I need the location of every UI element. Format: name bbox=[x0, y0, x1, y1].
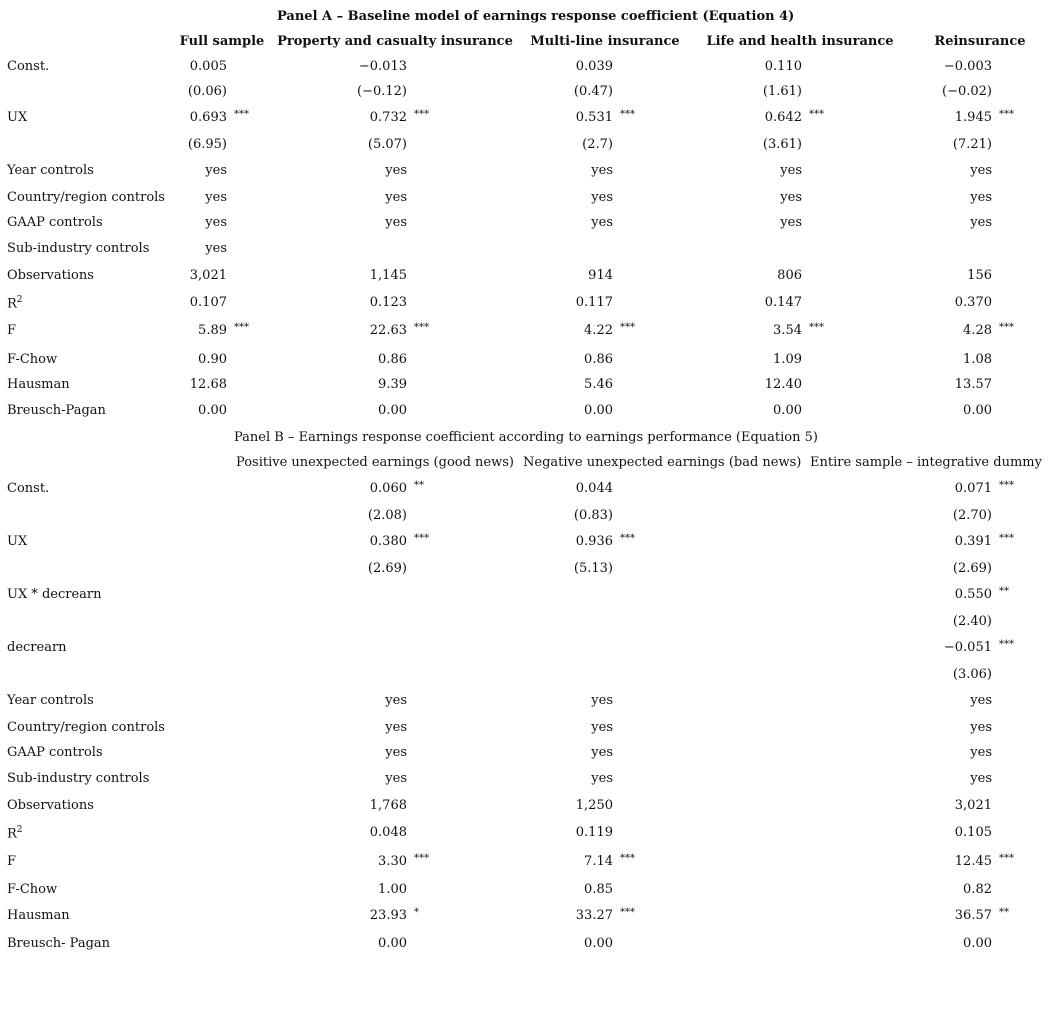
row-label-text: UX bbox=[7, 534, 28, 549]
significance-stars: ** bbox=[999, 907, 1009, 918]
cell-value: 0.00 bbox=[773, 403, 802, 418]
column-header: Life and health insurance bbox=[706, 34, 894, 49]
column-header: Multi-line insurance bbox=[530, 34, 680, 49]
row-label bbox=[7, 909, 70, 922]
cell-value: 0.117 bbox=[575, 295, 613, 310]
row-label bbox=[7, 826, 23, 840]
column-header: Entire sample – integrative dummy bbox=[810, 455, 1042, 470]
row-label bbox=[7, 378, 70, 391]
row-label bbox=[7, 353, 57, 366]
cell-value: yes bbox=[780, 190, 802, 205]
panel-b-title: Panel B – Earnings response coefficient according to earnings performance (Equation 5) bbox=[234, 430, 818, 445]
cell-value: 914 bbox=[588, 268, 613, 283]
cell-value: (2.7) bbox=[582, 137, 613, 152]
cell-value: 0.936 bbox=[575, 534, 613, 549]
cell-value: 3,021 bbox=[189, 268, 227, 283]
cell-value: yes bbox=[970, 190, 992, 205]
row-label bbox=[7, 404, 106, 417]
cell-value: (−0.02) bbox=[942, 84, 992, 99]
cell-value: −0.051 bbox=[943, 640, 992, 655]
column-header: Positive unexpected earnings (good news) bbox=[236, 455, 514, 470]
cell-value: 0.00 bbox=[963, 403, 992, 418]
cell-value: 3.54 bbox=[773, 323, 802, 338]
cell-value: 1.09 bbox=[773, 352, 802, 367]
significance-stars: *** bbox=[414, 853, 429, 864]
column-header: Property and casualty insurance bbox=[277, 34, 513, 49]
cell-value: 1,250 bbox=[575, 798, 613, 813]
cell-value: 0.86 bbox=[584, 352, 613, 367]
row-label bbox=[7, 772, 149, 785]
significance-stars: ** bbox=[999, 586, 1009, 597]
row-label-text: Const. bbox=[7, 59, 50, 74]
cell-value: yes bbox=[591, 693, 613, 708]
row-label bbox=[7, 746, 103, 759]
cell-value: −0.003 bbox=[943, 59, 992, 74]
cell-value: yes bbox=[591, 163, 613, 178]
row-label bbox=[7, 799, 94, 812]
row-label bbox=[7, 482, 49, 495]
cell-value: yes bbox=[385, 771, 407, 786]
cell-value: 156 bbox=[967, 268, 992, 283]
significance-stars: *** bbox=[414, 322, 429, 333]
row-label bbox=[7, 855, 16, 868]
significance-stars: *** bbox=[809, 109, 824, 120]
row-label bbox=[7, 242, 149, 255]
cell-value: (3.61) bbox=[762, 137, 802, 152]
cell-value: 0.00 bbox=[378, 936, 407, 951]
significance-stars: *** bbox=[620, 109, 635, 120]
cell-value: 0.107 bbox=[189, 295, 227, 310]
cell-value: 0.550 bbox=[954, 587, 992, 602]
cell-value: 0.82 bbox=[963, 882, 992, 897]
cell-value: yes bbox=[205, 163, 227, 178]
cell-value: 0.071 bbox=[954, 481, 992, 496]
cell-value: yes bbox=[970, 163, 992, 178]
cell-value: 0.044 bbox=[575, 481, 613, 496]
cell-value: yes bbox=[205, 190, 227, 205]
row-label bbox=[7, 937, 110, 950]
cell-value: (6.95) bbox=[187, 137, 227, 152]
cell-value: 0.00 bbox=[963, 936, 992, 951]
row-label bbox=[7, 324, 16, 337]
cell-value: 1.00 bbox=[378, 882, 407, 897]
cell-value: (0.06) bbox=[187, 84, 227, 99]
cell-value: (0.47) bbox=[573, 84, 613, 99]
cell-value: yes bbox=[970, 745, 992, 760]
significance-stars: *** bbox=[620, 322, 635, 333]
row-label-text: Breusch- Pagan bbox=[7, 936, 111, 951]
cell-value: 0.105 bbox=[954, 825, 992, 840]
row-label bbox=[7, 721, 165, 734]
cell-value: (0.83) bbox=[573, 508, 613, 523]
row-label-text: Sub-industry controls bbox=[7, 241, 150, 256]
cell-value: yes bbox=[205, 215, 227, 230]
row-label-text: decrearn bbox=[7, 640, 67, 655]
cell-value: yes bbox=[205, 241, 227, 256]
cell-value: 0.123 bbox=[369, 295, 407, 310]
cell-value: (2.69) bbox=[367, 561, 407, 576]
cell-value: 1.08 bbox=[963, 352, 992, 367]
significance-stars: *** bbox=[414, 109, 429, 120]
significance-stars: *** bbox=[234, 322, 249, 333]
cell-value: (7.21) bbox=[952, 137, 992, 152]
row-label bbox=[7, 694, 94, 707]
cell-value: 13.57 bbox=[954, 377, 992, 392]
cell-value: 23.93 bbox=[369, 908, 407, 923]
cell-value: (1.61) bbox=[762, 84, 802, 99]
cell-value: (5.07) bbox=[367, 137, 407, 152]
significance-stars: *** bbox=[620, 533, 635, 544]
cell-value: 0.00 bbox=[584, 403, 613, 418]
column-header: Reinsurance bbox=[934, 34, 1026, 49]
cell-value: 5.46 bbox=[584, 377, 613, 392]
row-label-text: F bbox=[7, 323, 17, 338]
row-label bbox=[7, 588, 102, 601]
cell-value: yes bbox=[385, 215, 407, 230]
row-label bbox=[7, 269, 94, 282]
cell-value: 9.39 bbox=[378, 377, 407, 392]
cell-value: 1.945 bbox=[954, 110, 992, 125]
cell-value: 0.00 bbox=[584, 936, 613, 951]
cell-value: 0.85 bbox=[584, 882, 613, 897]
cell-value: 0.642 bbox=[764, 110, 802, 125]
significance-stars: *** bbox=[620, 853, 635, 864]
cell-value: 1,768 bbox=[369, 798, 407, 813]
row-label bbox=[7, 111, 27, 124]
cell-value: 0.147 bbox=[764, 295, 802, 310]
row-label bbox=[7, 60, 49, 73]
row-label-text: GAAP controls bbox=[7, 745, 103, 760]
cell-value: −0.013 bbox=[358, 59, 407, 74]
cell-value: yes bbox=[970, 720, 992, 735]
row-label bbox=[7, 164, 94, 177]
cell-value: 22.63 bbox=[369, 323, 407, 338]
cell-value: 0.380 bbox=[369, 534, 407, 549]
cell-value: yes bbox=[970, 693, 992, 708]
cell-value: 0.732 bbox=[369, 110, 407, 125]
cell-value: 5.89 bbox=[198, 323, 227, 338]
cell-value: 0.005 bbox=[189, 59, 227, 74]
cell-value: 0.370 bbox=[954, 295, 992, 310]
cell-value: 0.110 bbox=[764, 59, 802, 74]
cell-value: yes bbox=[970, 215, 992, 230]
cell-value: yes bbox=[591, 215, 613, 230]
cell-value: 0.039 bbox=[575, 59, 613, 74]
cell-value: 0.00 bbox=[198, 403, 227, 418]
cell-value: 0.90 bbox=[198, 352, 227, 367]
significance-stars: ** bbox=[414, 480, 424, 491]
row-label-text: Year controls bbox=[7, 693, 94, 708]
cell-value: 3,021 bbox=[954, 798, 992, 813]
row-label-text: Observations bbox=[7, 268, 94, 283]
cell-value: yes bbox=[780, 215, 802, 230]
cell-value: 3.30 bbox=[378, 854, 407, 869]
column-header: Full sample bbox=[179, 34, 265, 49]
significance-stars: *** bbox=[999, 480, 1014, 491]
row-label-text: F-Chow bbox=[7, 882, 58, 897]
cell-value: 0.048 bbox=[369, 825, 407, 840]
cell-value: yes bbox=[970, 771, 992, 786]
row-label-text: R bbox=[7, 826, 17, 842]
cell-value: 4.22 bbox=[584, 323, 613, 338]
cell-value: 0.693 bbox=[189, 110, 227, 125]
row-label-text: Const. bbox=[7, 481, 50, 496]
row-label bbox=[7, 191, 165, 204]
cell-value: 36.57 bbox=[954, 908, 992, 923]
cell-value: 12.40 bbox=[764, 377, 802, 392]
significance-stars: *** bbox=[620, 907, 635, 918]
cell-value: yes bbox=[591, 190, 613, 205]
cell-value: yes bbox=[385, 163, 407, 178]
row-label bbox=[7, 641, 67, 654]
significance-stars: *** bbox=[999, 853, 1014, 864]
cell-value: 0.531 bbox=[575, 110, 613, 125]
row-label-superscript: 2 bbox=[16, 825, 23, 835]
significance-stars: *** bbox=[999, 109, 1014, 120]
row-label-text: Country/region controls bbox=[7, 720, 165, 735]
row-label-superscript: 2 bbox=[16, 295, 23, 305]
cell-value: 33.27 bbox=[575, 908, 613, 923]
cell-value: 7.14 bbox=[584, 854, 613, 869]
row-label-text: GAAP controls bbox=[7, 215, 103, 230]
cell-value: 0.00 bbox=[378, 403, 407, 418]
cell-value: (2.40) bbox=[952, 614, 992, 629]
cell-value: 12.68 bbox=[189, 377, 227, 392]
cell-value: 806 bbox=[777, 268, 802, 283]
cell-value: 0.060 bbox=[369, 481, 407, 496]
significance-stars: * bbox=[414, 907, 419, 918]
panel-a-title: Panel A – Baseline model of earnings response coefficient (Equation 4) bbox=[277, 9, 795, 24]
row-label-text: Year controls bbox=[7, 163, 94, 178]
cell-value: (2.69) bbox=[952, 561, 992, 576]
cell-value: 0.391 bbox=[954, 534, 992, 549]
cell-value: 0.119 bbox=[575, 825, 613, 840]
row-label-text: Sub-industry controls bbox=[7, 771, 150, 786]
significance-stars: *** bbox=[234, 109, 249, 120]
cell-value: (−0.12) bbox=[357, 84, 407, 99]
row-label bbox=[7, 296, 23, 310]
cell-value: 1,145 bbox=[369, 268, 407, 283]
row-label-text: Country/region controls bbox=[7, 190, 165, 205]
cell-value: 4.28 bbox=[963, 323, 992, 338]
cell-value: (2.08) bbox=[367, 508, 407, 523]
significance-stars: *** bbox=[999, 639, 1014, 650]
row-label bbox=[7, 216, 103, 229]
cell-value: yes bbox=[591, 745, 613, 760]
row-label-text: UX bbox=[7, 110, 28, 125]
cell-value: yes bbox=[591, 720, 613, 735]
significance-stars: *** bbox=[999, 533, 1014, 544]
cell-value: (2.70) bbox=[952, 508, 992, 523]
cell-value: 0.86 bbox=[378, 352, 407, 367]
row-label-text: UX * decrearn bbox=[7, 587, 102, 602]
cell-value: yes bbox=[385, 720, 407, 735]
row-label-text: F-Chow bbox=[7, 352, 58, 367]
column-header: Negative unexpected earnings (bad news) bbox=[523, 455, 802, 470]
row-label-text: F bbox=[7, 854, 17, 869]
cell-value: yes bbox=[385, 745, 407, 760]
cell-value: (3.06) bbox=[952, 667, 992, 682]
row-label bbox=[7, 535, 27, 548]
row-label-text: Hausman bbox=[7, 908, 70, 923]
row-label-text: Hausman bbox=[7, 377, 70, 392]
row-label-text: Observations bbox=[7, 798, 94, 813]
cell-value: yes bbox=[385, 190, 407, 205]
significance-stars: *** bbox=[999, 322, 1014, 333]
significance-stars: *** bbox=[414, 533, 429, 544]
cell-value: yes bbox=[591, 771, 613, 786]
cell-value: yes bbox=[780, 163, 802, 178]
row-label-text: R bbox=[7, 296, 17, 312]
cell-value: yes bbox=[385, 693, 407, 708]
cell-value: 12.45 bbox=[954, 854, 992, 869]
cell-value: (5.13) bbox=[573, 561, 613, 576]
significance-stars: *** bbox=[809, 322, 824, 333]
row-label-text: Breusch-Pagan bbox=[7, 403, 106, 418]
row-label bbox=[7, 883, 57, 896]
